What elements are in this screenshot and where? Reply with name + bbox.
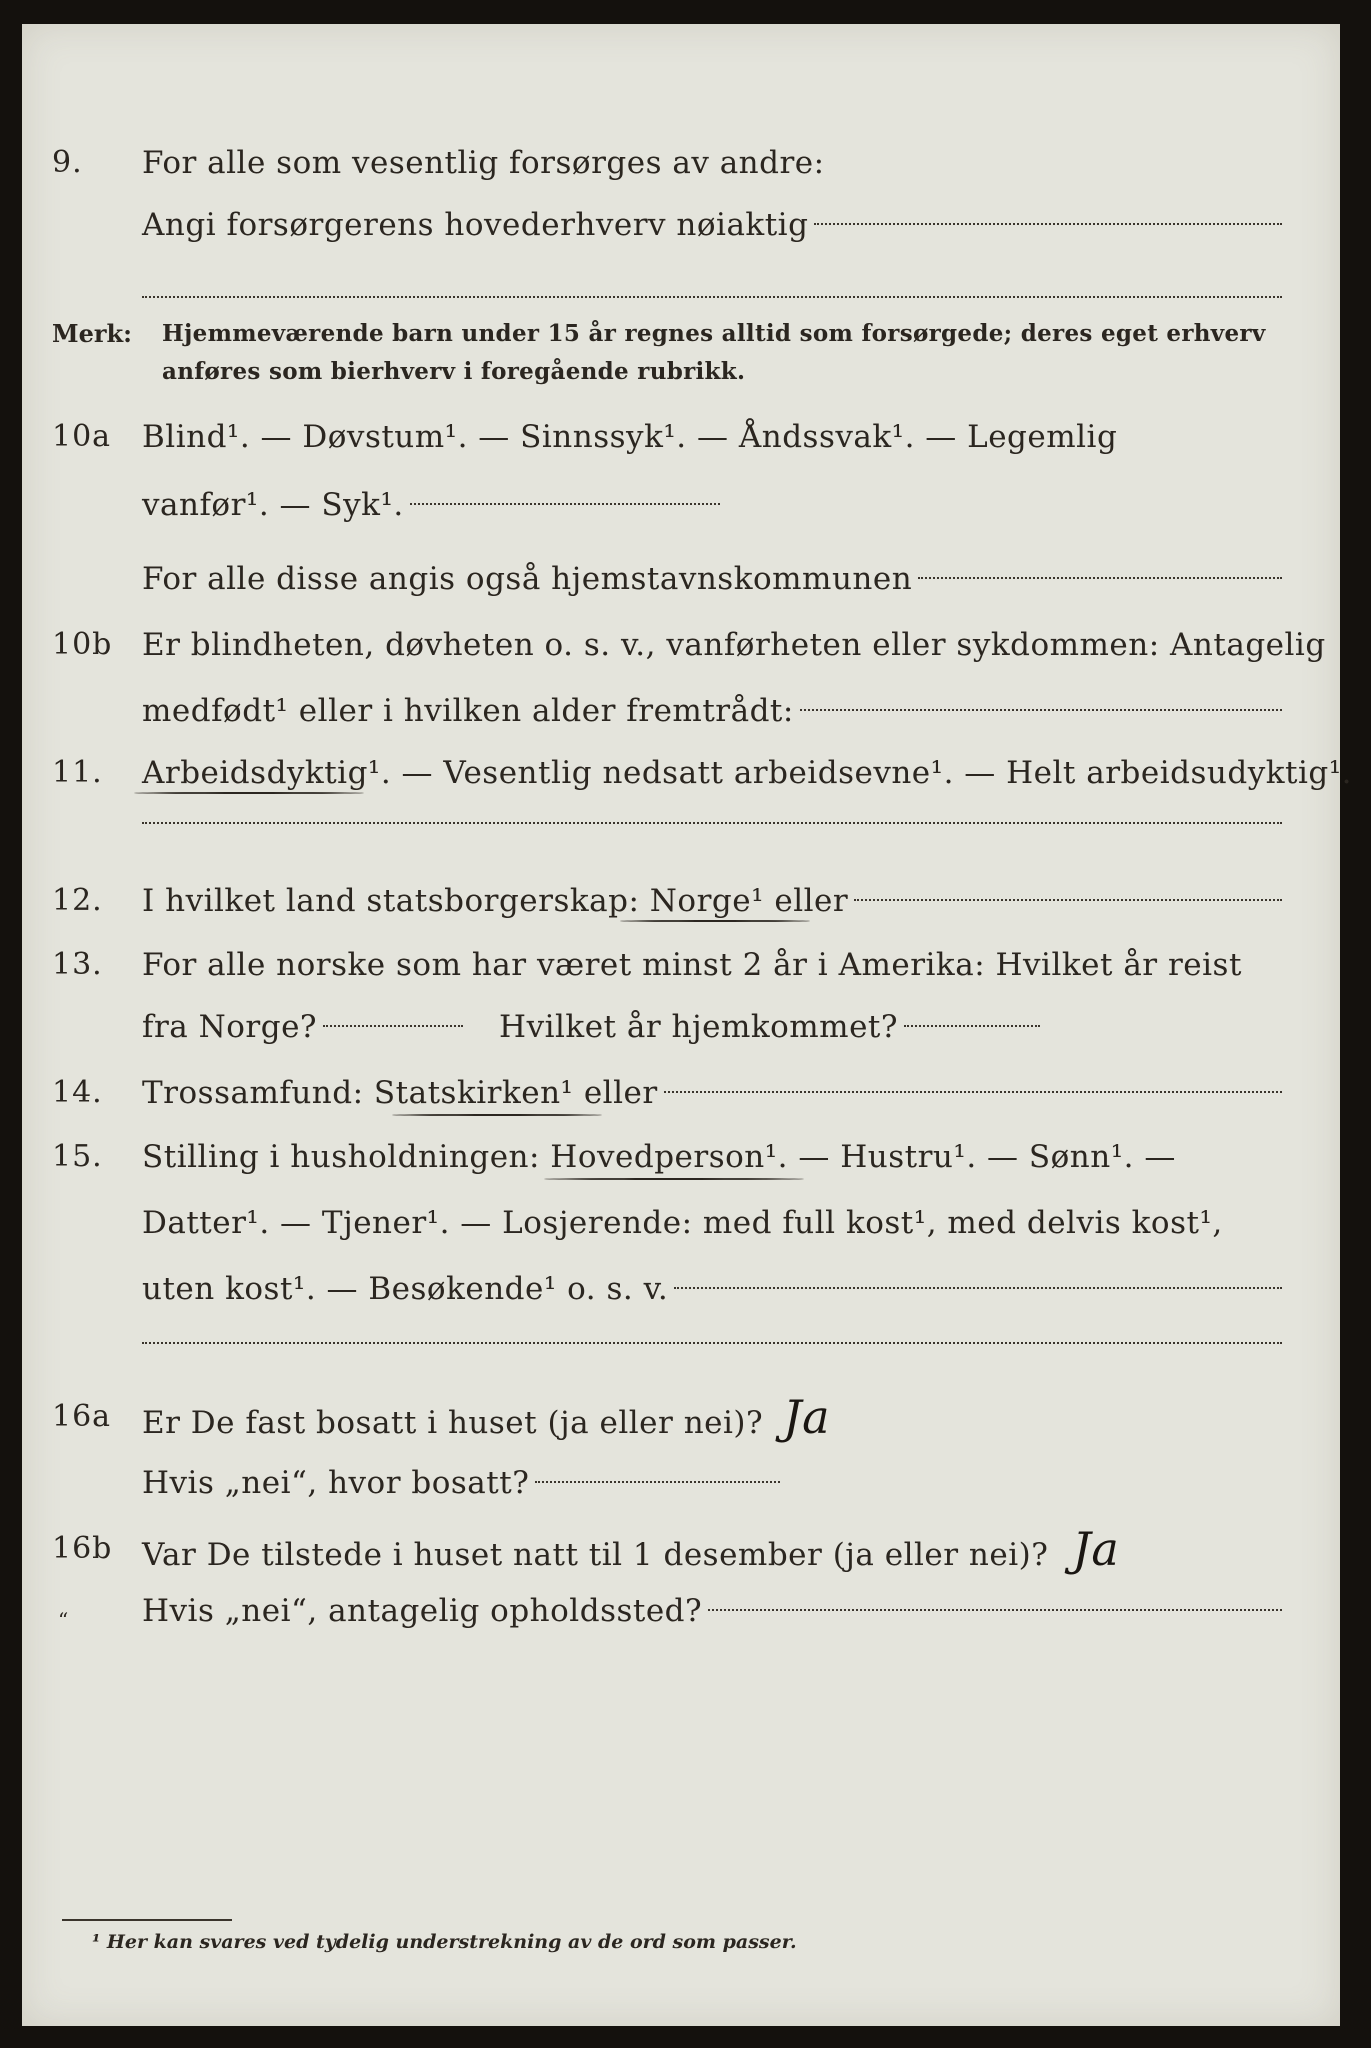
- q13-text2b: Hvilket år hjemkommet?: [499, 1009, 899, 1045]
- q10b-row2: [22, 684, 1340, 738]
- q15-row1: [22, 1130, 1340, 1184]
- q16a-text2: Hvis „nei“, hvor bosatt?: [142, 1465, 530, 1501]
- q13-row2: [22, 1000, 1340, 1054]
- q10a-row1: [22, 410, 1340, 464]
- merk-label: Merk:: [52, 319, 132, 348]
- q10b-text2: medfødt¹ eller i hvilken alder fremtrådt:: [142, 693, 794, 729]
- q16a-number: 16a: [52, 1399, 112, 1434]
- handwritten-underline: [134, 792, 364, 794]
- answer-line[interactable]: [800, 708, 1282, 711]
- q10a-fill-line2: [142, 552, 1282, 606]
- q14-number: 14.: [52, 1075, 103, 1110]
- q10b-number: 10b: [52, 627, 113, 662]
- q10a-row2: [22, 478, 1340, 532]
- q16a-row1: [22, 1390, 1340, 1444]
- q14-fill-line: [142, 1066, 1282, 1120]
- q10a-number: 10a: [52, 419, 112, 454]
- answer-line[interactable]: [535, 1480, 780, 1483]
- q16b-text1: Var De tilstede i huset natt til 1 desember (ja eller nei)?: [142, 1537, 1049, 1573]
- q11-number: 11.: [52, 755, 103, 790]
- q10a-fill-line: [142, 478, 720, 532]
- handwritten-underline: [544, 1178, 804, 1180]
- q16b-row1: [22, 1522, 1340, 1576]
- answer-line[interactable]: [708, 1608, 1282, 1611]
- q9-number: 9.: [52, 145, 83, 180]
- answer-line[interactable]: [918, 576, 1282, 579]
- q9-text2: Angi forsørgerens hovederhverv nøiaktig: [142, 207, 809, 243]
- answer-line[interactable]: [674, 1286, 1282, 1289]
- handwritten-underline: [620, 920, 810, 922]
- q9-text: For alle som vesentlig forsørges av andre:: [142, 145, 825, 181]
- answer-line[interactable]: [664, 1090, 1282, 1093]
- q9-row2: [22, 198, 1340, 252]
- answer-line[interactable]: [854, 898, 1282, 901]
- footnote-rule: [62, 1919, 232, 1921]
- q15-row2: [22, 1196, 1340, 1250]
- census-form-page: [22, 24, 1353, 2026]
- q13-text1: For alle norske som har været minst 2 år i Amerika: Hvilket år reist: [142, 947, 1242, 983]
- q16b-text2: Hvis „nei“, antagelig opholdssted?: [142, 1593, 703, 1629]
- answer-line[interactable]: [814, 222, 1282, 225]
- q10a-text1: Blind¹. — Døvstum¹. — Sinnssyk¹. — Åndssvak¹. — Legemlig: [142, 419, 1118, 455]
- merk-text1: Hjemmeværende barn under 15 år regnes alltid som forsørgede; deres eget erhverv: [162, 320, 1266, 347]
- answer-line[interactable]: [323, 1025, 463, 1027]
- q14-text: Trossamfund: Statskirken¹ eller: [142, 1075, 658, 1111]
- handwritten-answer: Ja: [783, 1390, 831, 1444]
- answer-line[interactable]: [142, 296, 1282, 298]
- merk-text2: anføres som bierhverv i foregående rubrikk.: [162, 358, 746, 385]
- q13-text2a: fra Norge?: [142, 1009, 318, 1045]
- q9-row1: [22, 136, 1340, 190]
- q13-fill-line: [142, 1000, 1040, 1054]
- merk-note: [22, 314, 1340, 404]
- q15-row3: [22, 1262, 1340, 1316]
- q16b-number: 16b: [52, 1531, 113, 1566]
- q16a-text1: Er De fast bosatt i huset (ja eller nei)?: [142, 1405, 764, 1441]
- q10b-text1: Er blindheten, døvheten o. s. v., vanførheten eller sykdommen: Antagelig: [142, 627, 1326, 663]
- q10a-text3: For alle disse angis også hjemstavnskommunen: [142, 561, 913, 597]
- q15-fill-line: [142, 1262, 1282, 1316]
- q16b-row2: [22, 1584, 1340, 1638]
- q10a-text2: vanfør¹. — Syk¹.: [142, 487, 404, 523]
- q16a-fill-line2: [142, 1456, 780, 1510]
- q9-fill-line: [142, 198, 1282, 252]
- q15-text1: Stilling i husholdningen: Hovedperson¹. — Hustru¹. — Sønn¹. —: [142, 1139, 1176, 1175]
- q12-number: 12.: [52, 883, 103, 918]
- q13-row1: [22, 938, 1340, 992]
- handwritten-answer: Ja: [1072, 1522, 1120, 1576]
- q16a-row2: [22, 1456, 1340, 1510]
- q10b-fill-line: [142, 684, 1282, 738]
- q16b-fill-line2: [142, 1584, 1282, 1638]
- answer-line[interactable]: [142, 1342, 1282, 1344]
- q15-number: 15.: [52, 1139, 103, 1174]
- footnote: ¹ Her kan svares ved tydelig understrekning av de ord som passer.: [92, 1931, 797, 1953]
- q10a-row3: [22, 552, 1340, 606]
- q15-text3: uten kost¹. — Besøkende¹ o. s. v.: [142, 1271, 669, 1307]
- q14-row1: [22, 1066, 1340, 1120]
- q10b-row1: [22, 618, 1340, 672]
- q13-number: 13.: [52, 947, 103, 982]
- answer-line[interactable]: [410, 502, 720, 505]
- q12-text: I hvilket land statsborgerskap: Norge¹ eller: [142, 883, 849, 919]
- handwritten-underline: [392, 1114, 602, 1116]
- answer-line[interactable]: [904, 1025, 1040, 1027]
- q15-text2: Datter¹. — Tjener¹. — Losjerende: med full kost¹, med delvis kost¹,: [142, 1205, 1223, 1241]
- q16b-fill-line: [142, 1522, 1282, 1582]
- q11-text: Arbeidsdyktig¹. — Vesentlig nedsatt arbeidsevne¹. — Helt arbeidsudyktig¹.: [142, 755, 1353, 791]
- answer-line[interactable]: [142, 822, 1282, 824]
- margin-mark: “: [58, 1608, 69, 1632]
- q16a-fill-line: [142, 1390, 900, 1450]
